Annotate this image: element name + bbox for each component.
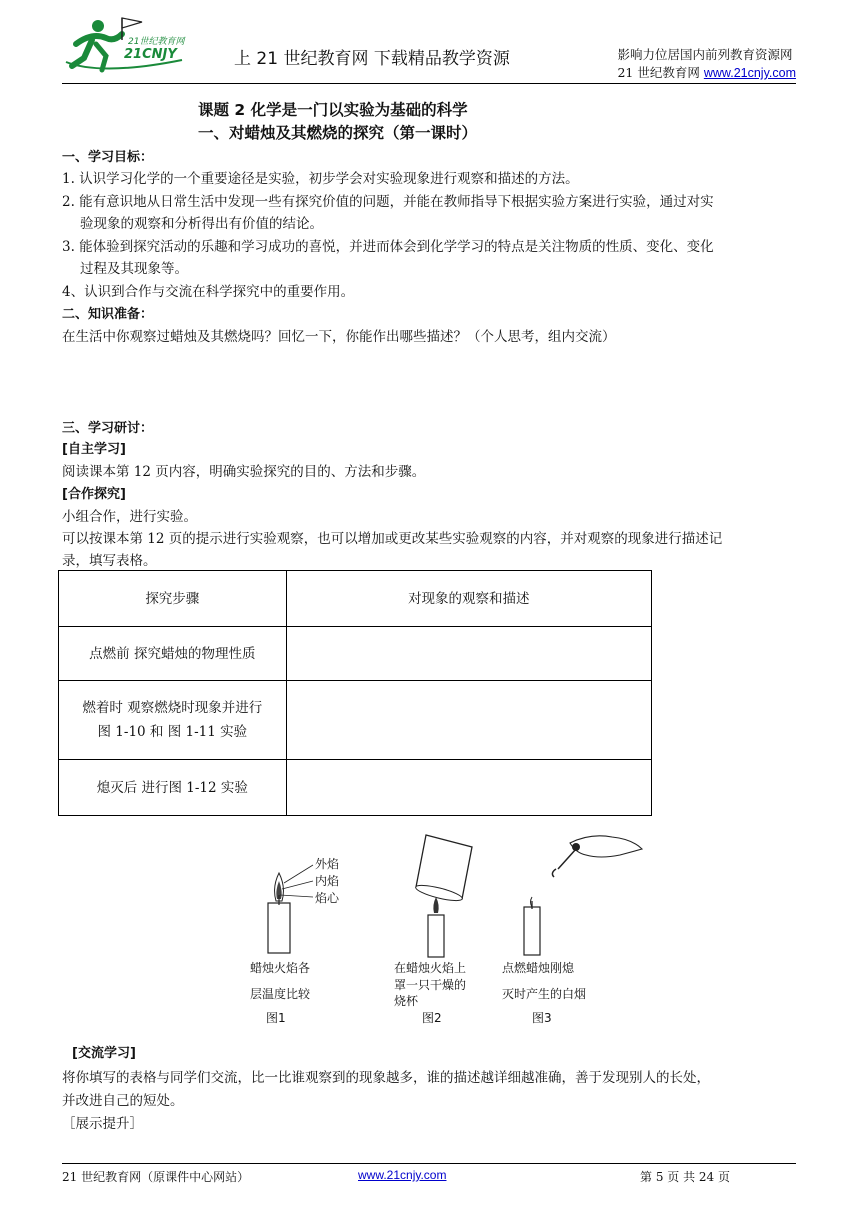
lesson-subtitle: 一、对蜡烛及其燃烧的探究（第一课时）	[198, 124, 478, 142]
prep-text: 在生活中你观察过蜡烛及其燃烧吗？回忆一下，你能作出哪些描述？（个人思考，组内交流）	[62, 329, 616, 345]
coop-text-2: 可以按课本第 12 页的提示进行实验观察，也可以增加或更改某些实验观察的内容，并对观察的现象进行描述记	[62, 531, 723, 547]
prep-heading: 二、知识准备：	[62, 307, 154, 322]
outer-flame-label: 外焰	[315, 857, 340, 871]
experiment-table	[58, 570, 652, 816]
table-row	[59, 681, 652, 760]
fig1-caption-line2: 层温度比较	[250, 987, 311, 1001]
fig1-caption-line1: 蜡烛火焰各	[250, 961, 311, 975]
description-cell[interactable]	[286, 627, 651, 681]
table-row	[59, 627, 652, 681]
description-cell[interactable]	[286, 681, 651, 760]
fig3-label: 图3	[532, 1011, 552, 1025]
footer-divider	[62, 1163, 796, 1164]
fig2-caption-line2: 罩一只干燥的	[394, 978, 467, 992]
goal-4: 4、认识到合作与交流在科学探究中的重要作用。	[62, 284, 355, 300]
show-heading: ［展示提升］	[62, 1116, 143, 1132]
fig3-caption-line2: 灭时产生的白烟	[502, 987, 587, 1001]
site-logo	[62, 14, 192, 76]
fig2-label: 图2	[422, 1011, 442, 1025]
study-heading: 三、学习研讨：	[62, 421, 154, 436]
header-tagline: 影响力位居国内前列教育资源网	[617, 47, 793, 62]
header-site-link[interactable]: www.21cnjy.com	[703, 66, 796, 80]
experiment-figures	[240, 825, 660, 1030]
goal-1: 1. 认识学习化学的一个重要途径是实验，初步学会对实验现象进行观察和描述的方法。	[62, 171, 579, 187]
goal-2: 2. 能有意识地从日常生活中发现一些有探究价值的问题，并能在教师指导下根据实验方案进行实验，通过对实	[62, 194, 714, 210]
goals-heading: 一、学习目标：	[62, 150, 154, 165]
page-header	[62, 14, 796, 80]
footer-site-link[interactable]: www.21cnjy.com	[358, 1168, 447, 1182]
coop-text-1: 小组合作，进行实验。	[62, 509, 197, 525]
figure-1-candle	[268, 865, 313, 953]
goal-2-cont: 验现象的观察和分析得出有价值的结论。	[80, 216, 323, 232]
figure-2-beaker-candle	[415, 835, 472, 957]
table-header-cell: 对现象的观察和描述	[286, 571, 651, 627]
table-row	[59, 760, 652, 816]
lesson-title: 课题 2 化学是一门以实验为基础的科学	[198, 101, 468, 119]
header-slogan: 上 21 世纪教育网 下载精品教学资源	[234, 49, 510, 69]
fig2-caption-line1: 在蜡烛火焰上	[394, 961, 467, 975]
coop-text-2-cont: 录，填写表格。	[62, 553, 157, 569]
svg-text:21世纪教育网: 21世纪教育网	[128, 37, 185, 47]
header-site-line: 21 世纪教育网 www.21cnjy.com	[617, 65, 796, 80]
footer-link-wrap	[358, 1168, 446, 1182]
coop-heading: [合作探究]	[62, 487, 126, 502]
table-header-cell: 探究步骤	[59, 571, 287, 627]
figure-3-match-candle	[524, 836, 642, 955]
footer-page-number: 第 5 页 共 24 页	[640, 1170, 730, 1184]
step-cell: 燃着时 观察燃烧时现象并进行 图 1-10 和 图 1-11 实验	[59, 681, 287, 760]
self-study-heading: [自主学习]	[62, 442, 126, 457]
header-right-info	[617, 46, 796, 82]
flame-core-label: 焰心	[315, 891, 340, 905]
table-header-row	[59, 571, 652, 627]
step-cell: 熄灭后 进行图 1-12 实验	[59, 760, 287, 816]
footer-site-name: 21 世纪教育网（原课件中心网站）	[62, 1170, 250, 1184]
description-cell[interactable]	[286, 760, 651, 816]
exchange-heading: [交流学习]	[72, 1046, 136, 1061]
header-divider	[62, 83, 796, 84]
inner-flame-label: 内焰	[315, 874, 340, 888]
svg-text:21CNJY: 21CNJY	[124, 47, 177, 62]
fig1-label: 图1	[266, 1011, 286, 1025]
goal-3: 3. 能体验到探究活动的乐趣和学习成功的喜悦，并进而体会到化学学习的特点是关注物质的性质、变化、变化	[62, 239, 714, 255]
exchange-text-cont: 并改进自己的短处。	[62, 1093, 184, 1109]
fig3-caption-line1: 点燃蜡烛刚熄	[502, 961, 575, 975]
goal-3-cont: 过程及其现象等。	[80, 261, 188, 277]
exchange-text: 将你填写的表格与同学们交流，比一比谁观察到的现象越多，谁的描述越详细越准确，善于发现别人的长处，	[62, 1070, 710, 1086]
step-cell: 点燃前 探究蜡烛的物理性质	[59, 627, 287, 681]
self-study-text: 阅读课本第 12 页内容，明确实验探究的目的、方法和步骤。	[62, 464, 426, 480]
fig2-caption-line3: 烧杯	[394, 994, 419, 1008]
